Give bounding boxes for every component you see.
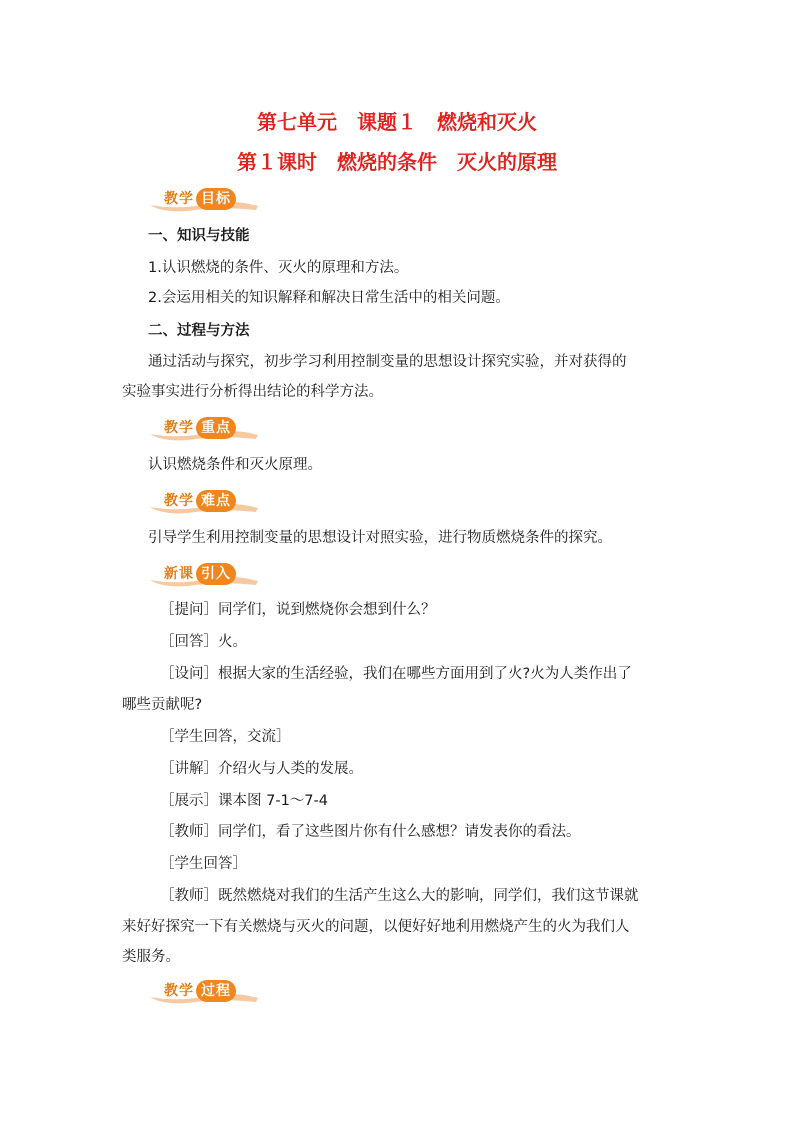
goals-heading-process: 二、过程与方法 [148,323,250,339]
unit-title: 第七单元 课题１ 燃烧和灭火 [257,110,537,134]
badge-part-1: 教学 [164,191,194,207]
goals-item-2: 2.会运用相关的知识解释和解决日常生活中的相关问题。 [148,290,510,306]
badge-teaching-goals [148,186,260,212]
badge-part-1: 教学 [164,493,194,509]
intro-line-teacher-2b: 来好好探究一下有关燃烧与灭火的问题，以便好好地利用燃烧产生的火为我们人 [122,919,630,935]
goals-item-1: 1.认识燃烧的条件、灭火的原理和方法。 [148,260,409,276]
intro-line-display: ［展示］课本图 7-1～7-4 [160,793,328,809]
badge-part-1: 新课 [164,566,194,582]
goals-paragraph-line-1: 通过活动与探究，初步学习利用控制变量的思想设计探究实验，并对获得的 [148,354,627,370]
badge-key-points [148,415,260,441]
badge-difficult-points [148,488,260,514]
intro-line-teacher-2c: 类服务。 [122,949,180,965]
badge-part-2: 过程 [196,980,236,1002]
badge-lesson-intro [148,561,260,587]
badge-part-2: 重点 [196,417,236,439]
intro-line-teacher-2a: ［教师］既然燃烧对我们的生活产生这么大的影响，同学们，我们这节课就 [160,888,639,904]
difficult-point-text: 引导学生利用控制变量的思想设计对照实验，进行物质燃烧条件的探究。 [148,530,612,546]
intro-line-prompt-1: ［设问］根据大家的生活经验，我们在哪些方面用到了火?火为人类作出了 [160,666,632,682]
intro-line-question: ［提问］同学们，说到燃烧你会想到什么？ [160,602,436,618]
key-point-text: 认识燃烧条件和灭火原理。 [148,457,322,473]
intro-line-student-exchange: ［学生回答，交流］ [160,729,291,745]
badge-part-2: 引入 [196,563,236,585]
badge-part-1: 教学 [164,983,194,999]
goals-heading-knowledge: 一、知识与技能 [148,228,250,244]
badge-part-2: 难点 [196,490,236,512]
intro-line-lecture: ［讲解］介绍火与人类的发展。 [160,761,363,777]
badge-part-1: 教学 [164,420,194,436]
intro-line-student-answer: ［学生回答］ [160,856,247,872]
lesson-title: 第１课时 燃烧的条件 灭火的原理 [237,150,557,174]
intro-line-prompt-2: 哪些贡献呢? [122,697,203,713]
badge-part-2: 目标 [196,188,236,210]
badge-teaching-process [148,978,260,1004]
intro-line-teacher-1: ［教师］同学们，看了这些图片你有什么感想？请发表你的看法。 [160,824,581,840]
goals-paragraph-line-2: 实验事实进行分析得出结论的科学方法。 [122,384,383,400]
intro-line-answer: ［回答］火。 [160,634,247,650]
